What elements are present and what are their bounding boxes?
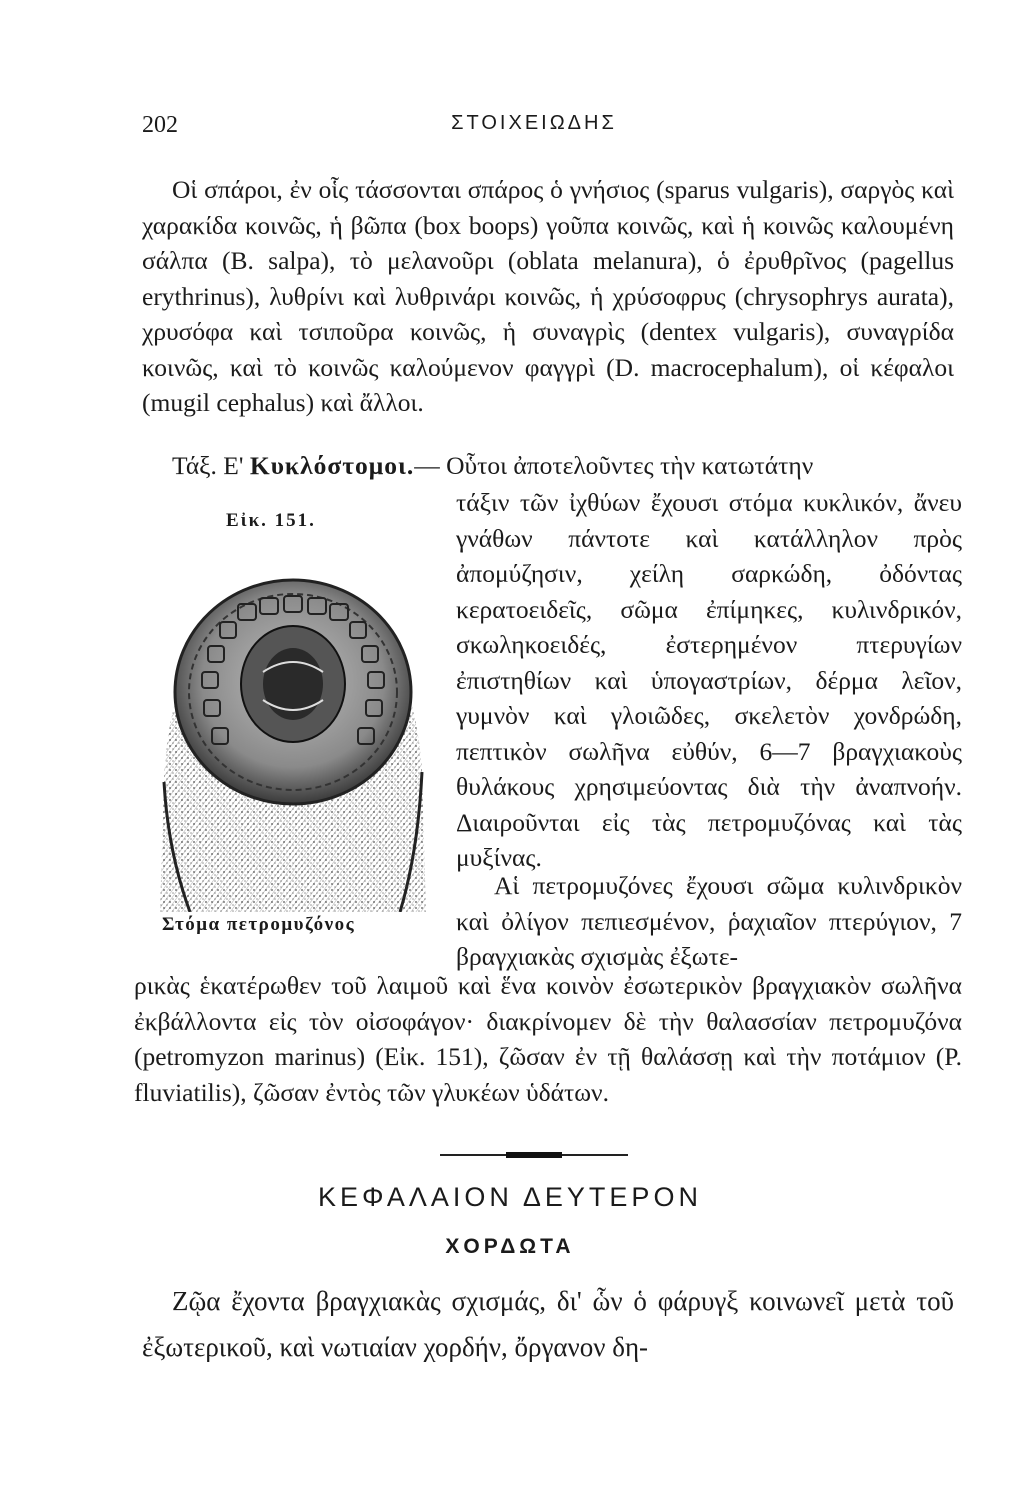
order-text: — Οὗτοι ἀποτελοῦντες τὴν κατωτάτην	[414, 451, 814, 480]
paragraph-cyclostomes: τάξιν τῶν ἰχθύων ἔχουσι στόμα κυκλικόν, ἄνευ γνάθων πάντοτε καὶ κατάλληλον πρὸς ἀπομύζησιν, χείλη σαρκώδη, ὀδόντας κερατοειδεῖς, σῶμα ἐπίμηκες, κυλινδρικόν, σκωληκοειδές, ἐστερημένον πτερυγίων ἐπιστηθίων καὶ ὑπογαστρίων, δέρμα λεῖον, γυμνὸν καὶ γλοιῶδες, σκελετὸν χονδρώδη, πεπτικὸν σωλῆνα εὐθύν, 6—7 βραγχιακοὺς θυλάκους χρησιμεύοντας διὰ τὴν ἀναπνοήν. Διαιροῦνται εἰς τὰς πετρομυζόνας καὶ τὰς μυξίνας.	[456, 488, 962, 872]
order-prefix: Τάξ. Ε'	[172, 451, 244, 480]
order-name: Κυκλόστομοι.	[249, 451, 415, 480]
paragraph-chordata: Ζῷα ἔχοντα βραγχιακὰς σχισμάς, δι' ὧν ὁ φάρυγξ κοινωνεῖ μετὰ τοῦ ἐξωτερικοῦ, καὶ νωτιαίαν χορδήν, ὄργανον δη-	[142, 1286, 954, 1362]
figure-151	[140, 502, 440, 942]
running-head: ΣΤΟΙΧΕΙΩΔΗΣ	[451, 112, 617, 134]
page-header	[142, 112, 926, 146]
paragraph-petromyzones: Αἱ πετρομυζόνες ἔχουσι σῶμα κυλινδρικὸν καὶ ὀλίγον πεπιεσμένον, ῥαχιαῖον πτερύγιον, 7 βραγχιακὰς σχισμὰς ἐξωτε-	[456, 871, 962, 971]
divider-ornament	[506, 1152, 562, 1158]
chapter-subtitle: ΧΟΡΔΩΤΑ	[445, 1235, 575, 1258]
section-divider	[440, 1152, 628, 1158]
lamprey-mouth-illustration	[150, 552, 436, 912]
paragraph-petromyzones-cont: ρικὰς ἑκατέρωθεν τοῦ λαιμοῦ καὶ ἕνα κοινὸν ἐσωτερικὸν βραγχιακὸν σωλῆνα ἐκβάλλοντα εἰς τὸν οἰσοφάγον· διακρίνομεν δὲ τὴν θαλασσίαν πετρομυζόνα (petromyzon marinus) (Εἰκ. 151), ζῶσαν ἐν τῇ θαλάσσῃ καὶ τὴν ποτάμιον (P. fluviatilis), ζῶσαν ἐντὸς τῶν γλυκέων ὑδάτων.	[134, 971, 962, 1107]
paragraph-order-heading	[142, 448, 962, 484]
chapter-title: ΚΕΦΑΛΑΙΟΝ ΔΕΥΤΕΡΟΝ	[318, 1182, 702, 1212]
page-number: 202	[142, 112, 178, 138]
figure-caption: Στόμα πετρομυζόνος	[162, 914, 356, 935]
figure-label: Εἰκ. 151.	[226, 510, 316, 531]
paragraph-spari: Οἱ σπάροι, ἐν οἷς τάσσονται σπάρος ὁ γνήσιος (sparus vulgaris), σαργὸς καὶ χαρακίδα κοινῶς, ἡ βῶπα (box boops) γοῦπα κοινῶς, καὶ ἡ κοινῶς καλουμένη σάλπα (B. salpa), τὸ μελανοῦρι (oblata melanura), ὁ ἐρυθρῖνος (pagellus erythrinus), λυθρίνι καὶ λυθρινάρι κοινῶς, ἡ χρύσοφρυς (chrysophrys aurata), χρυσόφα καὶ τσιποῦρα κοινῶς, ἡ συναγρὶς (dentex vulgaris), συναγρίδα κοινῶς, καὶ τὸ κοινῶς καλούμενον φαγγρὶ (D. macrocephalum), οἱ κέφαλοι (mugil cephalus) καὶ ἄλλοι.	[142, 175, 954, 417]
